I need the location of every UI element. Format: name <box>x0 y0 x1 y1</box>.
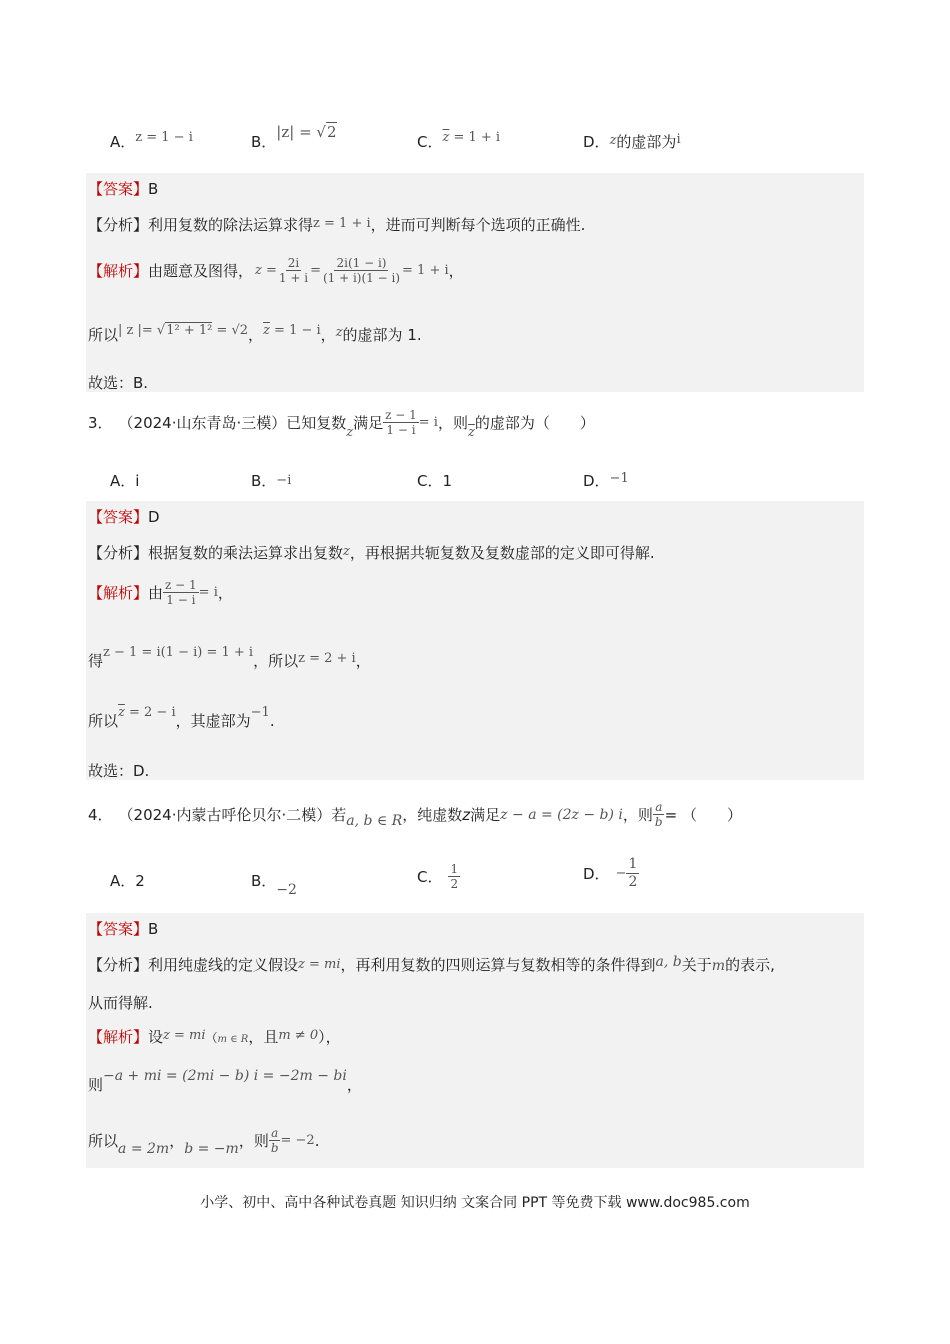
q4-stem-frac: $\frac{a}{b}$ <box>654 800 663 829</box>
q3-option-c[interactable]: C．1 <box>417 472 453 490</box>
q4-option-d[interactable]: D． − $\frac{1}{2}$ <box>583 856 638 890</box>
q3-line2: 得z − 1 = i(1 − i) = 1 + i，所以z = 2 + i， <box>88 645 371 670</box>
q3-option-b[interactable]: B．−i <box>251 472 292 490</box>
q3-answer: 【答案】D <box>88 508 160 526</box>
q3-solution-frac: $\frac{z - 1}{1 - i}$ <box>165 578 197 607</box>
q4-line3: 所以 a = 2m ， b = −m ，则 $\frac{a}{b}$ = −2 . <box>88 1126 320 1157</box>
q3-stem-frac: $\frac{z - 1}{1 - i}$ <box>385 408 417 437</box>
q2-option-a[interactable]: A．z = 1 − i <box>110 130 193 151</box>
q4-option-a[interactable]: A．2 <box>110 872 145 890</box>
q3-stem: 3． （2024·山东青岛·三模）已知复数 z 满足 $\frac{z - 1}{1 - i}$ = i ，则 $\overline{z}$ 的虚部为（ ） <box>88 408 595 440</box>
q4-line2: 则−a + mi = (2mi − b) i = −2m − bi， <box>88 1068 362 1094</box>
q4-answer: 【答案】B <box>88 920 159 938</box>
q2-solution-frac1: $\frac{2i}{1 + i}$ <box>278 256 309 285</box>
page-footer: 小学、初中、高中各种试卷真题 知识归纳 文案合同 PPT 等免费下载 www.doc985.com <box>200 1195 750 1211</box>
q4-option-c[interactable]: C． $\frac{1}{2}$ <box>417 862 459 891</box>
q2-option-c-math: $\overline{z}$ <box>442 130 450 145</box>
q2-solution: 【解析】 由题意及图得， z = $\frac{2i}{1 + i}$ = $\frac{2i(1 - i)}{(1 + i)(1 - i)}$ = 1 + i ， <box>88 256 464 285</box>
q2-conclusion: 所以| z |= √1² + 1² = √2，$\overline{z} = 1 - i$，z的虚部为 1. <box>88 323 422 344</box>
q2-answer: 【答案】B <box>88 180 159 198</box>
q3-choose: 故选：D. <box>88 762 150 780</box>
q4-analysis: 【分析】利用纯虚线的定义假设z = mi，再利用复数的四则运算与复数相等的条件得到a, b关于m的表示, <box>88 954 775 974</box>
q3-option-d[interactable]: D．−1 <box>583 471 629 490</box>
q3-line3: 所以$\overline{z} = 2 - i$，其虚部为−1. <box>88 705 275 730</box>
q2-option-d[interactable]: D．z的虚部为i <box>583 132 681 151</box>
q3-analysis: 【分析】根据复数的乘法运算求出复数z，再根据共轭复数及复数虚部的定义即可得解. <box>88 544 655 562</box>
q2-option-b[interactable]: B．|z| = √2 <box>251 123 337 151</box>
q4-analysis-line2: 从而得解. <box>88 994 153 1012</box>
q2-choose: 故选：B. <box>88 374 149 392</box>
q4-solution: 【解析】设z = mi（m ∈ R，且m ≠ 0）， <box>88 1028 341 1046</box>
q2-solution-frac2: $\frac{2i(1 - i)}{(1 + i)(1 - i)}$ <box>322 256 401 285</box>
q2-option-b-math: |z| = √ <box>276 123 326 141</box>
q3-solution: 【解析】 由 $\frac{z - 1}{1 - i}$ = i ， <box>88 578 233 607</box>
q4-stem: 4． （2024·内蒙古呼伦贝尔·二模）若 a, b ∈ R ，纯虚数 z 满足 z − a = (2z − b) i ，则 $\frac{a}{b}$ = （ ） <box>88 800 742 829</box>
q2-option-c[interactable]: C．$\overline{z} = 1 + i$ <box>417 130 501 151</box>
q2-option-a-math: z = 1 − i <box>135 130 193 145</box>
q2-analysis: 【分析】利用复数的除法运算求得z = 1 + i，进而可判断每个选项的正确性. <box>88 216 586 234</box>
q3-option-a[interactable]: A．i <box>110 472 140 490</box>
q4-option-b[interactable]: B．−2 <box>251 872 297 898</box>
